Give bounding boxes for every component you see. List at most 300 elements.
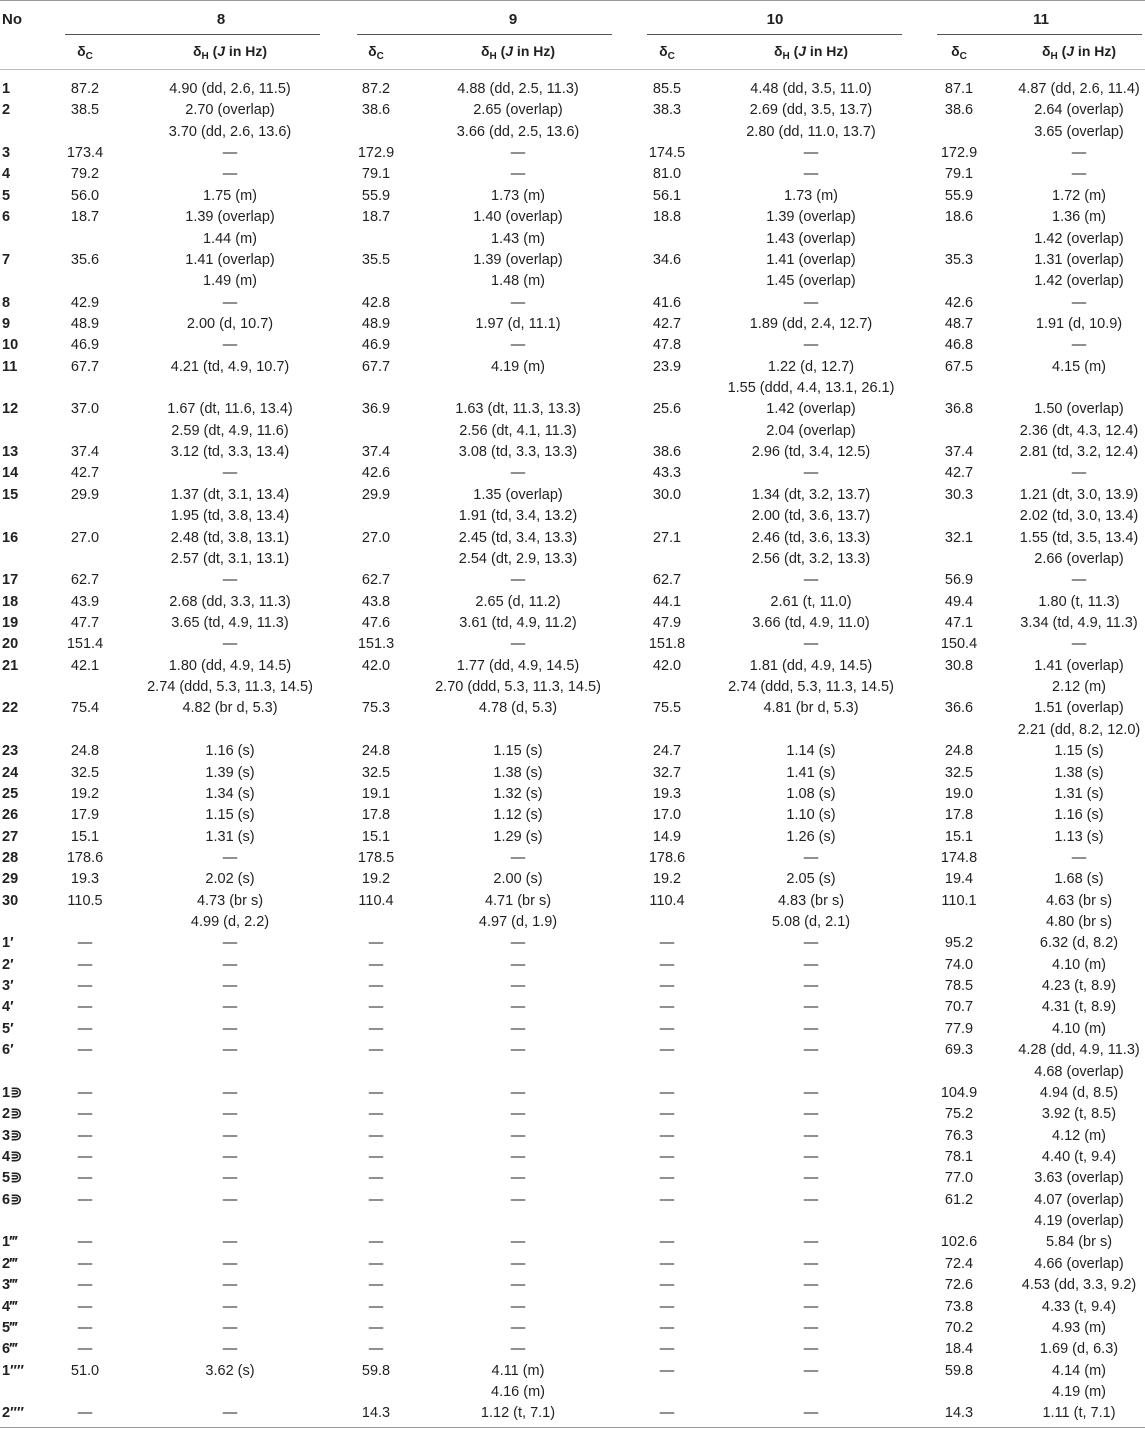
proton-shift-cell: — (510, 572, 526, 589)
proton-shift-cell: 1.15 (s) (493, 743, 543, 760)
carbon-shift-cell: 38.3 (652, 102, 682, 119)
proton-shift-cell: — (222, 337, 238, 354)
proton-shift-cell: 1.32 (s) (493, 785, 543, 802)
proton-shift-cell: — (803, 337, 819, 354)
carbon-shift-cell: 67.7 (361, 358, 391, 375)
proton-shift-cell: 1.40 (overlap) (473, 209, 563, 226)
carbon-shift-cell: 14.3 (361, 1405, 391, 1422)
proton-shift-cell: — (803, 1084, 819, 1101)
proton-shift-cell: — (803, 1042, 819, 1059)
carbon-shift-cell: — (77, 1319, 93, 1336)
proton-shift-cell: 4.23 (t, 8.9) (1041, 978, 1117, 995)
proton-shift-cell: — (803, 1277, 819, 1294)
proton-shift-cell: 1.35 (overlap) (473, 486, 563, 503)
proton-shift-cell: 4.78 (d, 5.3) (478, 700, 558, 717)
carbon-shift-cell: 87.1 (944, 81, 974, 97)
row-label: 26 (2, 807, 19, 824)
carbon-shift-cell: 151.8 (648, 636, 686, 653)
carbon-shift-cell: 61.2 (944, 1191, 974, 1208)
proton-shift-cell: 3.63 (overlap) (1034, 1170, 1124, 1187)
proton-shift-cell: 1.48 (m) (491, 273, 545, 290)
carbon-shift-cell: 15.1 (944, 828, 974, 845)
proton-shift-cell: 1.43 (m) (491, 230, 545, 247)
proton-shift-cell: 2.05 (s) (786, 871, 836, 888)
proton-shift-cell: 2.48 (td, 3.8, 13.1) (170, 529, 290, 546)
carbon-shift-cell: 59.8 (361, 1362, 391, 1379)
proton-shift-cell: 4.81 (br d, 5.3) (763, 700, 859, 717)
carbon-shift-cell: 35.6 (70, 251, 100, 268)
proton-shift-cell: 1.15 (s) (205, 807, 255, 824)
carbon-shift-cell: 38.6 (944, 102, 974, 119)
carbon-shift-cell: — (368, 1234, 384, 1251)
proton-shift-cell: — (803, 849, 819, 866)
proton-shift-cell: 1.68 (s) (1054, 871, 1104, 888)
carbon-shift-cell: 27.0 (70, 529, 100, 546)
carbon-shift-cell: 37.4 (361, 444, 391, 461)
proton-shift-cell: 4.12 (m) (1052, 1127, 1106, 1144)
proton-shift-cell: 1.50 (overlap) (1034, 401, 1124, 418)
carbon-shift-cell: 41.6 (652, 294, 682, 311)
carbon-shift-cell: 35.5 (361, 251, 391, 268)
carbon-shift-cell: — (659, 1341, 675, 1358)
carbon-shift-cell: — (368, 999, 384, 1016)
carbon-shift-cell: 17.8 (944, 807, 974, 824)
proton-shift-cell: — (510, 1298, 526, 1315)
row-label: 10 (2, 337, 19, 354)
carbon-shift-cell: — (77, 1298, 93, 1315)
carbon-shift-cell: 47.9 (652, 615, 682, 631)
proton-shift-cell: 2.61 (t, 11.0) (770, 593, 852, 610)
proton-shift-cell: 1.41 (overlap) (766, 251, 856, 268)
proton-shift-cell: — (803, 636, 819, 653)
row-label: 2′ (2, 956, 14, 973)
proton-shift-cell: 1.41 (s) (786, 764, 836, 781)
proton-shift-cell: — (510, 1341, 526, 1358)
proton-shift-cell: 1.16 (s) (205, 743, 255, 760)
row-label: 24 (2, 764, 19, 781)
carbon-shift-cell: — (659, 1084, 675, 1101)
row-label: 3‴ (2, 1277, 18, 1294)
proton-shift-cell: — (510, 294, 526, 311)
proton-shift-cell: — (510, 465, 526, 482)
carbon-shift-cell: 19.0 (944, 785, 974, 802)
proton-shift-cell: — (803, 999, 819, 1016)
proton-shift-cell: 1.12 (s) (493, 807, 543, 824)
proton-shift-cell: — (803, 1020, 819, 1037)
carbon-shift-cell: 48.9 (361, 315, 391, 332)
carbon-shift-cell: — (368, 1127, 384, 1144)
subheader-delta-h: $\delta_H$ (J in Hz) (773, 43, 849, 62)
carbon-shift-cell: 75.4 (70, 700, 100, 717)
row-label: 3′ (2, 978, 14, 995)
row-label: 23 (2, 743, 19, 760)
proton-shift-cell: 2.59 (dt, 4.9, 11.6) (171, 422, 289, 439)
carbon-shift-cell: 42.8 (361, 294, 391, 311)
proton-shift-cell: — (510, 978, 526, 995)
proton-shift-cell: — (803, 1405, 819, 1422)
row-label: 15 (2, 486, 19, 503)
carbon-shift-cell: 59.8 (944, 1362, 974, 1379)
carbon-shift-cell: — (77, 1020, 93, 1037)
proton-shift-cell: 2.46 (td, 3.6, 13.3) (751, 529, 871, 546)
carbon-shift-cell: 48.7 (944, 315, 974, 332)
carbon-shift-cell: 44.1 (652, 593, 682, 610)
proton-shift-cell: — (1071, 849, 1087, 866)
carbon-shift-cell: 36.8 (944, 401, 974, 418)
carbon-shift-cell: 79.1 (361, 166, 391, 183)
row-label: 14 (2, 465, 19, 482)
row-label: 6⋑ (2, 1191, 23, 1208)
proton-shift-cell: 2.45 (td, 3.4, 13.3) (458, 529, 578, 546)
proton-shift-cell: 1.29 (s) (493, 828, 543, 845)
proton-shift-cell: — (510, 956, 526, 973)
proton-shift-cell: — (510, 166, 526, 183)
carbon-shift-cell: 110.5 (67, 892, 103, 909)
proton-shift-cell: 4.73 (br s) (196, 892, 264, 909)
proton-shift-cell: — (222, 636, 238, 653)
subheader-delta-h: $\delta_H$ (J in Hz) (480, 43, 556, 62)
proton-shift-cell: 3.66 (dd, 2.5, 13.6) (456, 123, 580, 140)
carbon-shift-cell: 174.5 (648, 145, 686, 162)
carbon-shift-cell: — (659, 1277, 675, 1294)
proton-shift-cell: 1.42 (overlap) (1034, 273, 1124, 290)
proton-shift-cell: — (222, 1277, 238, 1294)
proton-shift-cell: 1.11 (t, 7.1) (1042, 1405, 1116, 1422)
proton-shift-cell: 1.36 (m) (1052, 209, 1106, 226)
proton-shift-cell: 1.67 (dt, 11.6, 13.4) (167, 401, 293, 418)
proton-shift-cell: — (510, 1319, 526, 1336)
carbon-shift-cell: 85.5 (652, 81, 682, 97)
row-label: 4 (2, 166, 11, 183)
row-label: 12 (2, 401, 19, 418)
proton-shift-cell: 5.84 (br s) (1045, 1234, 1113, 1251)
carbon-shift-cell: 14.9 (652, 828, 682, 845)
carbon-shift-cell: — (368, 1191, 384, 1208)
carbon-shift-cell: 75.2 (944, 1106, 974, 1123)
carbon-shift-cell: 43.3 (652, 465, 682, 482)
proton-shift-cell: — (510, 1149, 526, 1165)
row-label: 5′ (2, 1020, 14, 1037)
carbon-shift-cell: 47.8 (652, 337, 682, 354)
carbon-shift-cell: 23.9 (652, 358, 682, 375)
carbon-shift-cell: 17.0 (652, 807, 682, 824)
proton-shift-cell: 4.87 (dd, 2.6, 11.4) (1018, 81, 1140, 97)
row-label: 19 (2, 615, 19, 631)
carbon-shift-cell: 56.9 (944, 572, 974, 589)
proton-shift-cell: 2.96 (td, 3.4, 12.5) (751, 444, 871, 461)
proton-shift-cell: — (803, 145, 819, 162)
carbon-shift-cell: 72.6 (944, 1277, 974, 1294)
proton-shift-cell: — (1071, 166, 1087, 183)
carbon-shift-cell: 56.1 (652, 187, 682, 204)
proton-shift-cell: — (222, 1042, 238, 1059)
group-rule-9 (357, 34, 612, 35)
proton-shift-cell: 2.74 (ddd, 5.3, 11.3, 14.5) (147, 679, 313, 696)
proton-shift-cell: — (510, 1127, 526, 1144)
proton-shift-cell: — (803, 1106, 819, 1123)
carbon-shift-cell: — (368, 1149, 384, 1165)
carbon-shift-cell: — (659, 956, 675, 973)
carbon-shift-cell: 32.1 (944, 529, 974, 546)
proton-shift-cell: 3.12 (td, 3.3, 13.4) (170, 444, 290, 461)
proton-shift-cell: 1.39 (overlap) (185, 209, 275, 226)
proton-shift-cell: 2.36 (dt, 4.3, 12.4) (1019, 422, 1139, 439)
proton-shift-cell: 1.55 (ddd, 4.4, 13.1, 26.1) (727, 380, 895, 397)
proton-shift-cell: 1.38 (s) (493, 764, 543, 781)
bottom-rule (0, 1427, 1145, 1428)
group-rule-11 (937, 34, 1142, 35)
proton-shift-cell: — (1071, 294, 1087, 311)
proton-shift-cell: 4.94 (d, 8.5) (1039, 1084, 1119, 1101)
proton-shift-cell: — (222, 1106, 238, 1123)
proton-shift-cell: — (803, 956, 819, 973)
proton-shift-cell: 1.42 (overlap) (1034, 230, 1124, 247)
carbon-shift-cell: — (659, 999, 675, 1016)
proton-shift-cell: — (222, 294, 238, 311)
carbon-shift-cell: 75.3 (361, 700, 391, 717)
row-label: 11 (2, 358, 18, 375)
proton-shift-cell: 1.91 (td, 3.4, 13.2) (458, 508, 578, 525)
row-label: 21 (2, 657, 19, 674)
proton-shift-cell: 1.73 (m) (491, 187, 545, 204)
row-label: 1′ (2, 935, 14, 952)
proton-shift-cell: — (510, 1106, 526, 1123)
subheader-delta-c: $\delta_C$ (659, 43, 675, 62)
carbon-shift-cell: — (368, 1020, 384, 1037)
compound-header-8: 8 (216, 11, 226, 28)
proton-shift-cell: 1.34 (dt, 3.2, 13.7) (751, 486, 871, 503)
proton-shift-cell: 4.82 (br d, 5.3) (182, 700, 278, 717)
carbon-shift-cell: — (77, 935, 93, 952)
proton-shift-cell: 1.10 (s) (786, 807, 836, 824)
carbon-shift-cell: 42.1 (70, 657, 100, 674)
carbon-shift-cell: 173.4 (66, 145, 104, 162)
carbon-shift-cell: 102.6 (940, 1234, 978, 1251)
column-header-no: No (2, 11, 22, 28)
proton-shift-cell: 1.72 (m) (1052, 187, 1106, 204)
carbon-shift-cell: 81.0 (652, 166, 682, 183)
carbon-shift-cell: 18.7 (361, 209, 391, 226)
compound-header-11: 11 (1033, 11, 1049, 28)
proton-shift-cell: 3.34 (td, 4.9, 11.3) (1020, 615, 1138, 631)
carbon-shift-cell: — (659, 1255, 675, 1272)
row-label: 2 (2, 102, 11, 119)
carbon-shift-cell: 30.3 (944, 486, 974, 503)
proton-shift-cell: — (803, 978, 819, 995)
row-label: 3⋑ (2, 1127, 23, 1144)
carbon-shift-cell: 87.2 (361, 81, 391, 97)
carbon-shift-cell: 172.9 (357, 145, 395, 162)
proton-shift-cell: 4.19 (m) (1052, 1383, 1106, 1400)
row-label: 13 (2, 444, 19, 461)
proton-shift-cell: 2.54 (dt, 2.9, 13.3) (458, 550, 578, 567)
proton-shift-cell: 4.88 (dd, 2.5, 11.3) (457, 81, 579, 97)
carbon-shift-cell: — (77, 1277, 93, 1294)
carbon-shift-cell: 46.9 (70, 337, 100, 354)
carbon-shift-cell: 19.2 (70, 785, 100, 802)
proton-shift-cell: 2.65 (overlap) (473, 102, 563, 119)
proton-shift-cell: 4.10 (m) (1052, 956, 1106, 973)
carbon-shift-cell: 18.8 (652, 209, 682, 226)
carbon-shift-cell: 77.0 (944, 1170, 974, 1187)
subheader-delta-c: $\delta_C$ (368, 43, 384, 62)
row-label: 8 (2, 294, 11, 311)
row-label: 17 (2, 572, 19, 589)
proton-shift-cell: 2.66 (overlap) (1034, 550, 1124, 567)
carbon-shift-cell: 67.7 (70, 358, 100, 375)
proton-shift-cell: 4.07 (overlap) (1034, 1191, 1124, 1208)
carbon-shift-cell: 37.4 (944, 444, 974, 461)
carbon-shift-cell: 151.4 (66, 636, 104, 653)
proton-shift-cell: 4.83 (br s) (777, 892, 845, 909)
carbon-shift-cell: 67.5 (944, 358, 974, 375)
carbon-shift-cell: — (77, 1084, 93, 1101)
proton-shift-cell: 2.64 (overlap) (1034, 102, 1124, 119)
proton-shift-cell: — (803, 1149, 819, 1165)
carbon-shift-cell: — (368, 1255, 384, 1272)
carbon-shift-cell: 18.4 (944, 1341, 974, 1358)
carbon-shift-cell: 178.5 (357, 849, 395, 866)
proton-shift-cell: 2.04 (overlap) (766, 422, 856, 439)
carbon-shift-cell: — (659, 1106, 675, 1123)
carbon-shift-cell: 78.5 (944, 978, 974, 995)
carbon-shift-cell: — (77, 1149, 93, 1165)
carbon-shift-cell: — (659, 935, 675, 952)
carbon-shift-cell: — (659, 1020, 675, 1037)
row-label: 4′ (2, 999, 14, 1016)
carbon-shift-cell: 38.5 (70, 102, 100, 119)
proton-shift-cell: 4.19 (m) (491, 358, 545, 375)
carbon-shift-cell: — (368, 1106, 384, 1123)
proton-shift-cell: 4.33 (t, 9.4) (1041, 1298, 1117, 1315)
proton-shift-cell: 2.56 (dt, 3.2, 13.3) (751, 550, 871, 567)
carbon-shift-cell: 150.4 (940, 636, 978, 653)
carbon-shift-cell: 42.7 (70, 465, 100, 482)
proton-shift-cell: 1.63 (dt, 11.3, 13.3) (455, 401, 581, 418)
proton-shift-cell: — (510, 145, 526, 162)
subheader-delta-c: $\delta_C$ (77, 43, 93, 62)
carbon-shift-cell: 73.8 (944, 1298, 974, 1315)
proton-shift-cell: — (510, 849, 526, 866)
proton-shift-cell: — (510, 1277, 526, 1294)
proton-shift-cell: 4.90 (dd, 2.6, 11.5) (169, 81, 291, 97)
row-label: 3 (2, 145, 11, 162)
carbon-shift-cell: 74.0 (944, 956, 974, 973)
proton-shift-cell: — (803, 1170, 819, 1187)
carbon-shift-cell: 27.0 (361, 529, 391, 546)
proton-shift-cell: — (222, 935, 238, 952)
carbon-shift-cell: — (659, 978, 675, 995)
carbon-shift-cell: 76.3 (944, 1127, 974, 1144)
proton-shift-cell: 1.41 (overlap) (185, 251, 275, 268)
proton-shift-cell: — (803, 1191, 819, 1208)
proton-shift-cell: 1.80 (dd, 4.9, 14.5) (168, 657, 292, 674)
carbon-shift-cell: — (77, 1170, 93, 1187)
proton-shift-cell: 4.11 (m) (491, 1362, 545, 1379)
carbon-shift-cell: 24.8 (361, 743, 391, 760)
proton-shift-cell: 1.14 (s) (786, 743, 836, 760)
carbon-shift-cell: — (77, 1341, 93, 1358)
carbon-shift-cell: 32.7 (652, 764, 682, 781)
carbon-shift-cell: 78.1 (944, 1149, 974, 1165)
carbon-shift-cell: — (659, 1042, 675, 1059)
proton-shift-cell: — (222, 145, 238, 162)
proton-shift-cell: 6.32 (d, 8.2) (1039, 935, 1119, 952)
proton-shift-cell: — (803, 935, 819, 952)
carbon-shift-cell: — (659, 1170, 675, 1187)
proton-shift-cell: — (1071, 572, 1087, 589)
carbon-shift-cell: 37.4 (70, 444, 100, 461)
carbon-shift-cell: — (659, 1405, 675, 1422)
proton-shift-cell: — (222, 1255, 238, 1272)
proton-shift-cell: 2.70 (ddd, 5.3, 11.3, 14.5) (435, 679, 601, 696)
carbon-shift-cell: — (659, 1319, 675, 1336)
carbon-shift-cell: — (659, 1191, 675, 1208)
subheader-delta-c: $\delta_C$ (951, 43, 967, 62)
carbon-shift-cell: 79.2 (70, 166, 100, 183)
compound-header-9: 9 (508, 11, 518, 28)
carbon-shift-cell: — (368, 1042, 384, 1059)
carbon-shift-cell: 24.7 (652, 743, 682, 760)
proton-shift-cell: 4.80 (br s) (1045, 914, 1113, 931)
row-label: 1′′′′ (2, 1362, 24, 1379)
carbon-shift-cell: 15.1 (70, 828, 100, 845)
carbon-shift-cell: 47.7 (70, 615, 100, 631)
carbon-shift-cell: — (368, 1298, 384, 1315)
carbon-shift-cell: 42.0 (652, 657, 682, 674)
row-label: 16 (2, 529, 19, 546)
carbon-shift-cell: 37.0 (70, 401, 100, 418)
carbon-shift-cell: 18.7 (70, 209, 100, 226)
proton-shift-cell: 4.97 (d, 1.9) (478, 914, 558, 931)
row-label: 22 (2, 700, 19, 717)
proton-shift-cell: — (803, 1298, 819, 1315)
proton-shift-cell: — (510, 1234, 526, 1251)
carbon-shift-cell: — (659, 1127, 675, 1144)
carbon-shift-cell: 35.3 (944, 251, 974, 268)
proton-shift-cell: — (1071, 337, 1087, 354)
proton-shift-cell: — (803, 465, 819, 482)
row-label: 5 (2, 187, 11, 204)
proton-shift-cell: — (803, 1127, 819, 1144)
proton-shift-cell: — (510, 1084, 526, 1101)
proton-shift-cell: — (222, 999, 238, 1016)
proton-shift-cell: 4.71 (br s) (484, 892, 552, 909)
carbon-shift-cell: 151.3 (357, 636, 395, 653)
carbon-shift-cell: 42.9 (70, 294, 100, 311)
proton-shift-cell: 3.65 (overlap) (1034, 123, 1124, 140)
proton-shift-cell: 3.70 (dd, 2.6, 13.6) (168, 123, 292, 140)
proton-shift-cell: — (222, 1020, 238, 1037)
proton-shift-cell: — (1071, 636, 1087, 653)
proton-shift-cell: 2.00 (d, 10.7) (186, 315, 274, 332)
proton-shift-cell: — (222, 1170, 238, 1187)
carbon-shift-cell: 51.0 (70, 1362, 100, 1379)
carbon-shift-cell: 24.8 (944, 743, 974, 760)
carbon-shift-cell: 55.9 (944, 187, 974, 204)
carbon-shift-cell: 42.0 (361, 657, 391, 674)
proton-shift-cell: 1.21 (dt, 3.0, 13.9) (1019, 486, 1139, 503)
carbon-shift-cell: 30.0 (652, 486, 682, 503)
carbon-shift-cell: 27.1 (652, 529, 682, 546)
proton-shift-cell: — (803, 166, 819, 183)
carbon-shift-cell: 38.6 (361, 102, 391, 119)
proton-shift-cell: 4.19 (overlap) (1034, 1213, 1124, 1230)
row-label: 20 (2, 636, 19, 653)
proton-shift-cell: — (510, 1255, 526, 1272)
carbon-shift-cell: — (77, 1255, 93, 1272)
row-label: 1‴ (2, 1234, 18, 1251)
